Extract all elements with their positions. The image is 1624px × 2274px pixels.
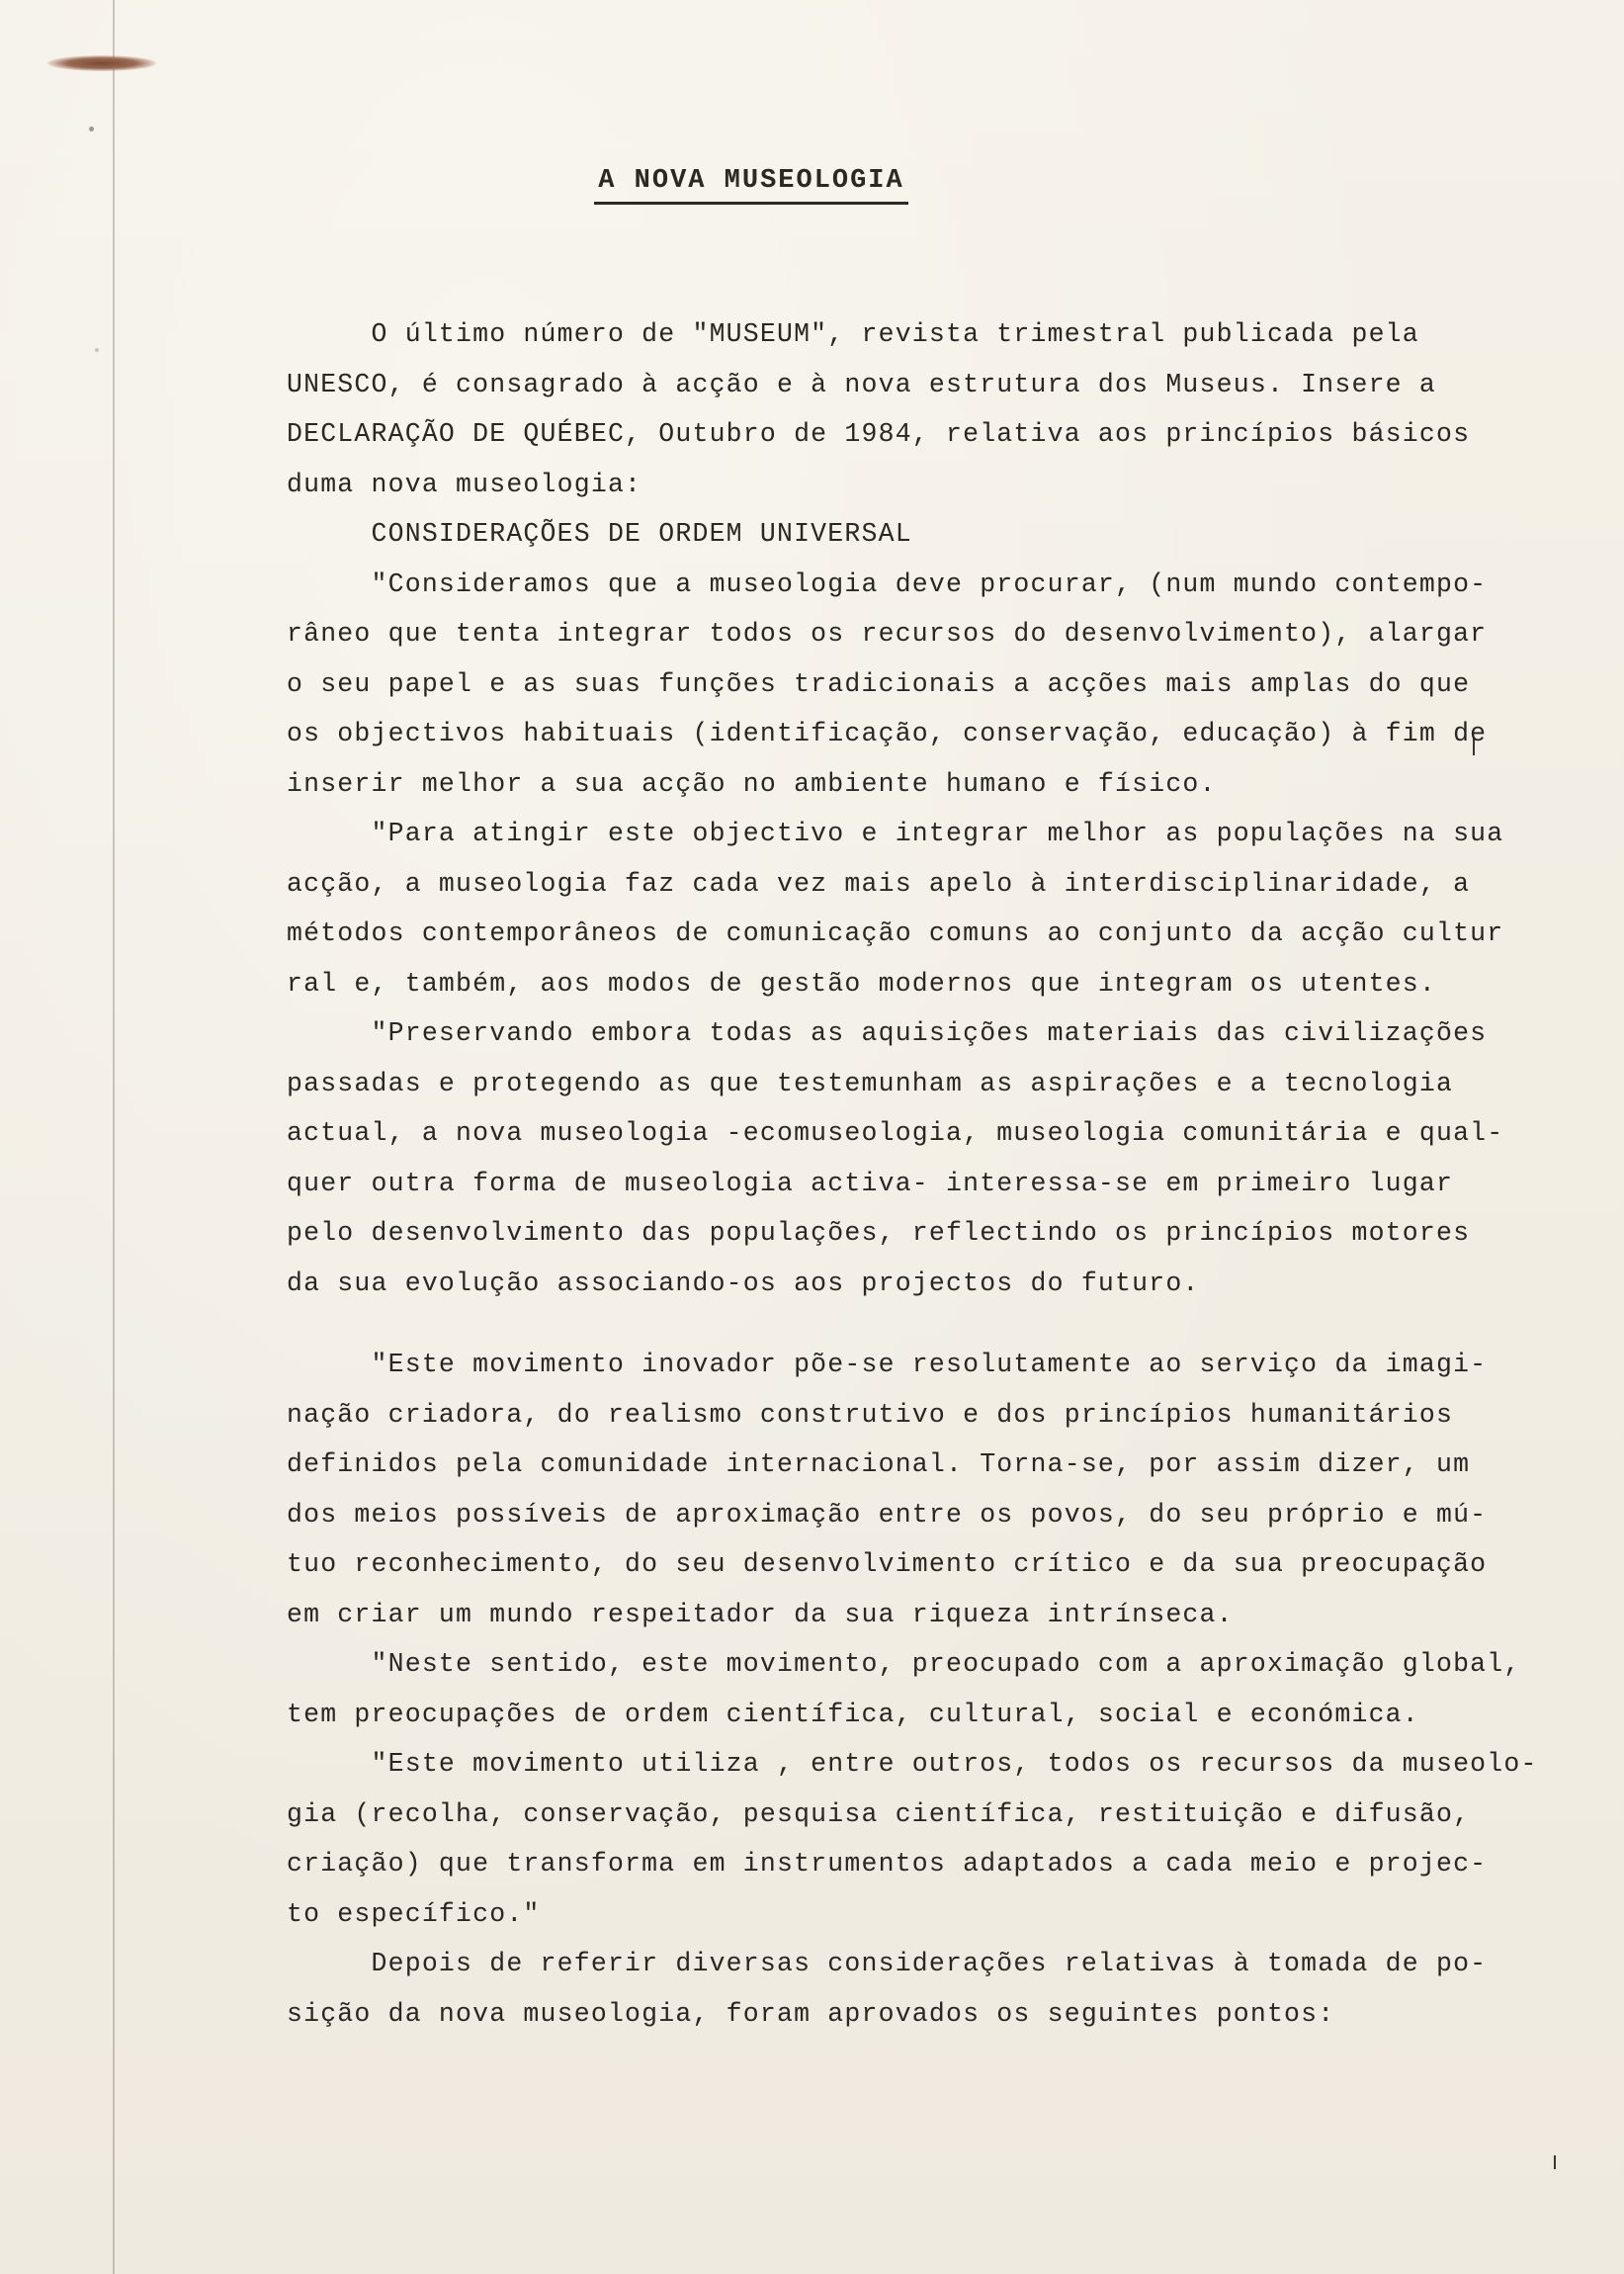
text-line: passadas e protegendo as que testemunham as aspirações e a tecnologia xyxy=(287,1068,1454,1098)
paragraph xyxy=(287,309,1572,509)
page-title xyxy=(0,166,1502,205)
paper-speck xyxy=(89,127,94,131)
paragraph xyxy=(287,1739,1572,1939)
text-line: os objectivos habituais (identificação, conservação, educação) à fim de xyxy=(287,719,1488,748)
paragraph xyxy=(287,560,1572,810)
text-line: "Este movimento inovador põe-se resolutamente ao serviço da imagi- xyxy=(287,1350,1488,1379)
text-line: Depois de referir diversas considerações relativas à tomada de po- xyxy=(287,1949,1488,1978)
text-line: "Este movimento utiliza , entre outros, todos os recursos da museolo- xyxy=(287,1749,1538,1779)
document-body xyxy=(287,309,1572,2039)
text-line: "Preservando embora todas as aquisições materiais das civilizações xyxy=(287,1018,1488,1048)
text-line: pelo desenvolvimento das populações, reflectindo os princípios motores xyxy=(287,1218,1471,1248)
page-title-text: A NOVA MUSEOLOGIA xyxy=(594,166,907,205)
text-line: inserir melhor a sua acção no ambiente humano e físico. xyxy=(287,768,1217,799)
text-line: tem preocupações de ordem científica, cultural, social e económica. xyxy=(287,1699,1419,1729)
text-line: actual, a nova museologia -ecomuseologia, museologia comunitária e qual- xyxy=(287,1118,1504,1148)
text-line: tuo reconhecimento, do seu desenvolvimento crítico e da sua preocupação xyxy=(287,1549,1488,1579)
paragraph xyxy=(287,509,1572,560)
text-line: criação) que transforma em instrumentos adaptados a cada meio e projec- xyxy=(287,1849,1488,1879)
text-line: duma nova museologia: xyxy=(287,469,642,499)
paragraph-gap xyxy=(287,1308,1572,1340)
paragraph xyxy=(287,1008,1572,1308)
paragraph xyxy=(287,1639,1572,1739)
text-line: "Para atingir este objectivo e integrar melhor as populações na sua xyxy=(287,819,1504,848)
text-line: sição da nova museologia, foram aprovados os seguintes pontos: xyxy=(287,1998,1335,2029)
text-line: "Consideramos que a museologia deve procurar, (num mundo contempo- xyxy=(287,568,1488,599)
text-line: gia (recolha, conservação, pesquisa científica, restituição e difusão, xyxy=(287,1798,1471,1829)
text-line: to específico." xyxy=(287,1898,541,1929)
text-line: da sua evolução associando-os aos projectos do futuro. xyxy=(287,1268,1200,1298)
paragraph xyxy=(287,1939,1572,2039)
paragraph xyxy=(287,809,1572,1008)
text-line: O último número de "MUSEUM", revista trimestral publicada pela xyxy=(287,319,1419,349)
text-line: DECLARAÇÃO DE QUÉBEC, Outubro de 1984, relativa aos princípios básicos xyxy=(287,419,1471,449)
text-line: definidos pela comunidade internacional. Torna-se, por assim dizer, um xyxy=(287,1449,1471,1479)
text-line: "Neste sentido, este movimento, preocupado com a aproximação global, xyxy=(287,1649,1521,1679)
text-line: dos meios possíveis de aproximação entre os povos, do seu próprio e mú- xyxy=(287,1499,1488,1530)
text-line: em criar um mundo respeitador da sua riqueza intrínseca. xyxy=(287,1599,1234,1629)
paragraph xyxy=(287,1340,1572,1639)
text-line: râneo que tenta integrar todos os recursos do desenvolvimento), alargar xyxy=(287,619,1488,649)
rust-stain xyxy=(47,55,156,71)
text-line: UNESCO, é consagrado à acção e à nova estrutura dos Museus. Insere a xyxy=(287,369,1436,399)
margin-line xyxy=(113,0,115,2274)
text-line: acção, a museologia faz cada vez mais apelo à interdisciplinaridade, a xyxy=(287,868,1471,899)
text-line: o seu papel e as suas funções tradicionais a acções mais amplas do que xyxy=(287,668,1471,699)
text-line: ral e, também, aos modos de gestão modernos que integram os utentes. xyxy=(287,968,1436,999)
text-line: nação criadora, do realismo construtivo e dos princípios humanitários xyxy=(287,1399,1454,1430)
pen-mark xyxy=(1554,2155,1556,2169)
text-line: métodos contemporâneos de comunicação comuns ao conjunto da acção cultur xyxy=(287,918,1504,948)
paper-speck xyxy=(95,348,99,352)
text-line: quer outra forma de museologia activa- interessa-se em primeiro lugar xyxy=(287,1168,1454,1198)
text-line: CONSIDERAÇÕES DE ORDEM UNIVERSAL xyxy=(287,519,912,549)
